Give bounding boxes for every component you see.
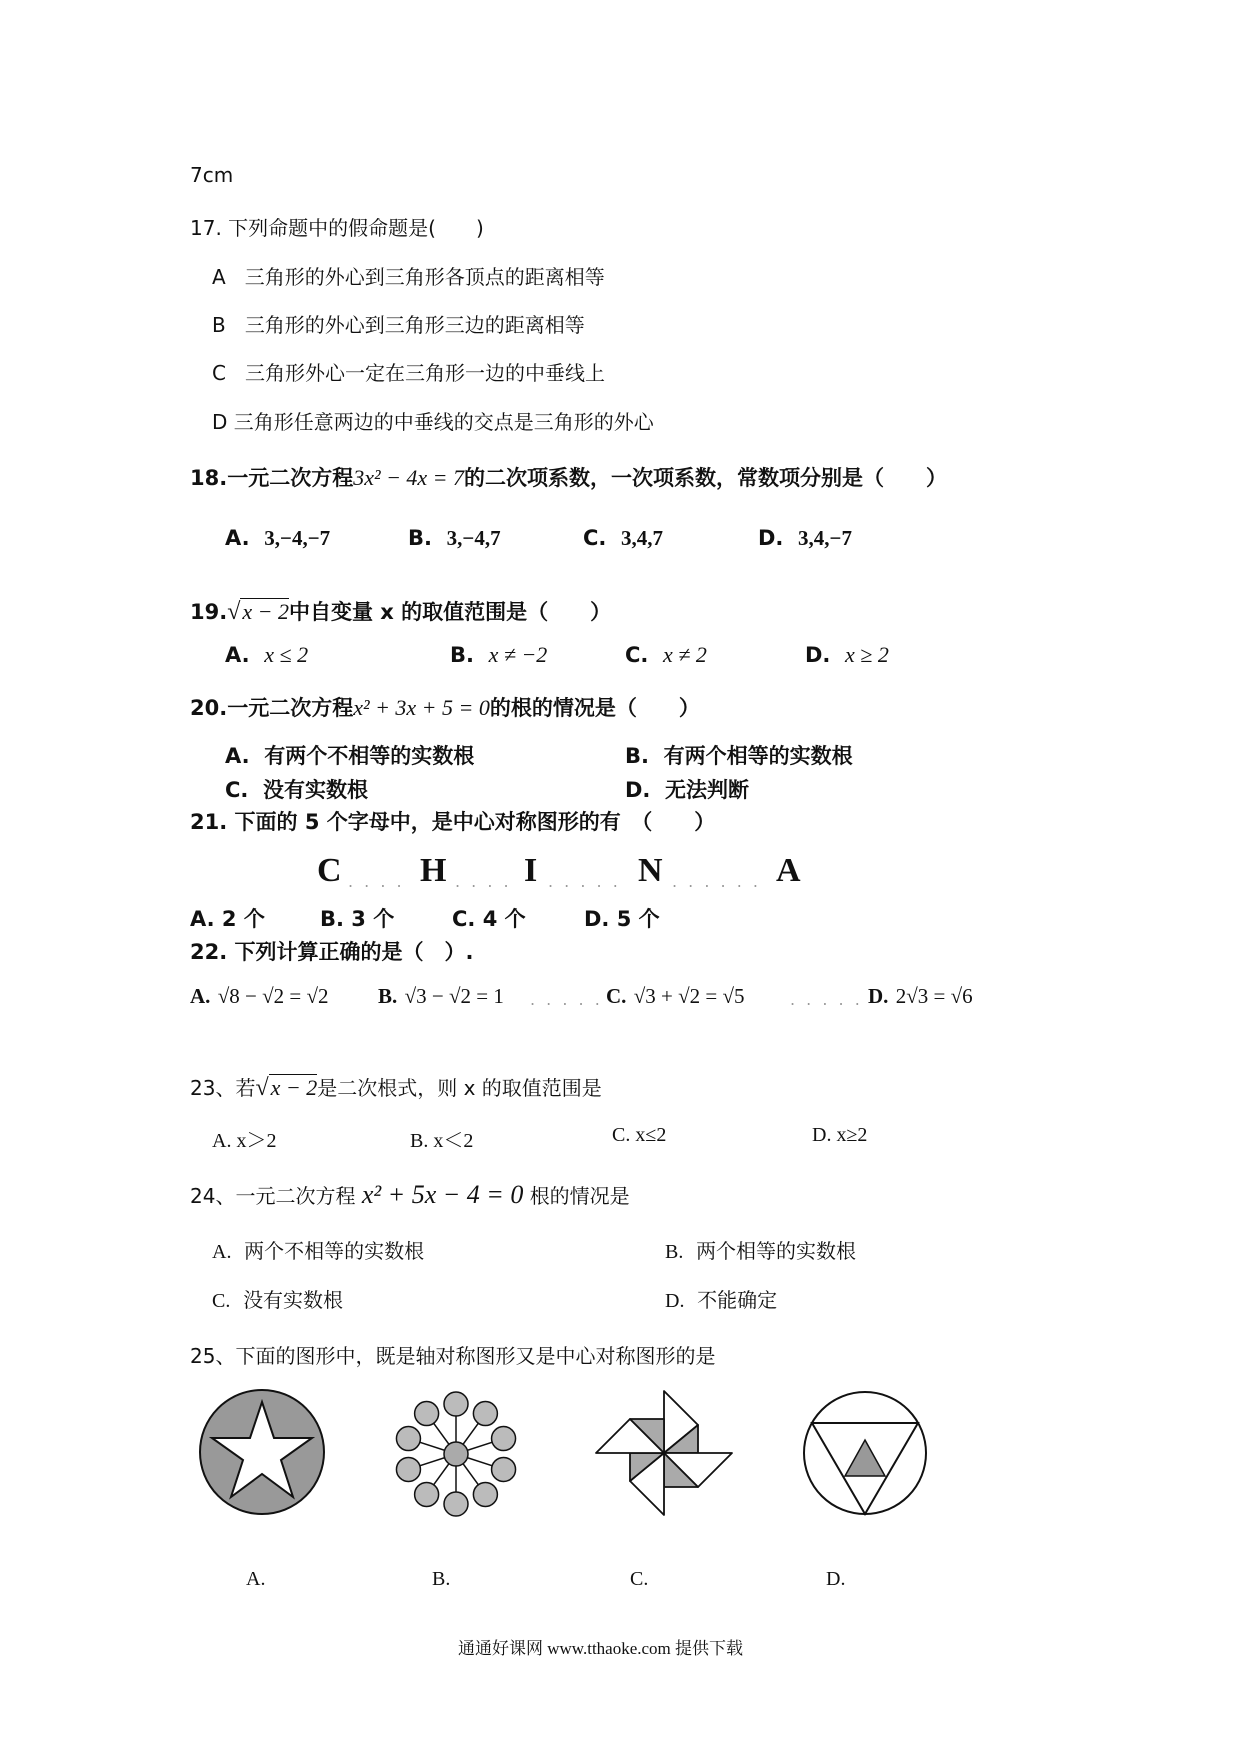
top-text: 7cm bbox=[190, 163, 234, 187]
q19-stem: 19.√x − 2中自变量 x 的取值范围是（ ） bbox=[190, 599, 612, 625]
q24-option-b: B. 两个相等的实数根 bbox=[665, 1239, 857, 1263]
q21-letter-c: C bbox=[317, 852, 342, 889]
figure-b-wheel bbox=[392, 1390, 520, 1518]
figure-b-outer-circle bbox=[444, 1392, 468, 1416]
q22-dots: . . . . . bbox=[790, 990, 863, 1009]
q18-option-a: A. 3,−4,−7 bbox=[225, 526, 331, 550]
q23-option-a: A. x＞2 bbox=[212, 1130, 277, 1152]
q20-option-a: A. 有两个不相等的实数根 bbox=[225, 744, 475, 768]
q22-option-b: B. √3 − √2 = 1 bbox=[378, 984, 504, 1008]
q20-option-b: B. 有两个相等的实数根 bbox=[625, 744, 853, 768]
q20-option-c: C. 没有实数根 bbox=[225, 778, 369, 802]
q24-option-c: C. 没有实数根 bbox=[212, 1288, 344, 1312]
q18-option-b: B. 3,−4,7 bbox=[408, 526, 501, 550]
q24-option-a: A. 两个不相等的实数根 bbox=[212, 1239, 425, 1263]
q17-option-c: C 三角形外心一定在三角形一边的中垂线上 bbox=[212, 361, 606, 385]
q18-stem: 18.一元二次方程3x² − 4x = 7的二次项系数，一次项系数，常数项分别是（ ） bbox=[190, 465, 948, 490]
figure-d-triangle-circle bbox=[800, 1388, 930, 1518]
q23-stem: 23、若√x − 2是二次根式，则 x 的取值范围是 bbox=[190, 1075, 602, 1101]
q23-option-c: C. x≤2 bbox=[612, 1124, 667, 1146]
q23-option-b: B. x＜2 bbox=[410, 1130, 474, 1152]
figure-b-outer-circle bbox=[396, 1427, 420, 1451]
figure-a-star-circle bbox=[195, 1385, 330, 1520]
q19-option-d: D. x ≥ 2 bbox=[805, 642, 889, 667]
figure-b-outer-circle bbox=[492, 1457, 516, 1481]
q17-option-d: D 三角形任意两边的中垂线的交点是三角形的外心 bbox=[212, 410, 654, 434]
figure-b-outer-circle bbox=[473, 1402, 497, 1426]
q21-letter-n: N bbox=[638, 852, 663, 889]
q22-dots: . . . . . bbox=[530, 990, 603, 1009]
q21-dots: . . . . bbox=[348, 872, 405, 891]
q21-letter-i: I bbox=[524, 852, 538, 889]
q19-option-a: A. x ≤ 2 bbox=[225, 642, 309, 667]
q23-option-d: D. x≥2 bbox=[812, 1124, 868, 1146]
q20-stem: 20.一元二次方程x² + 3x + 5 = 0的根的情况是（ ） bbox=[190, 695, 700, 720]
q21-option-c: C. 4 个 bbox=[452, 907, 526, 931]
q21-option-a: A. 2 个 bbox=[190, 907, 265, 931]
q21-stem: 21. 下面的 5 个字母中，是中心对称图形的有 （ ） bbox=[190, 810, 716, 834]
q21-dots: . . . . . bbox=[548, 872, 621, 891]
q24-option-d: D. 不能确定 bbox=[665, 1288, 778, 1312]
figure-label-d: D. bbox=[826, 1568, 846, 1590]
q17-option-a: A 三角形的外心到三角形各顶点的距离相等 bbox=[212, 265, 605, 289]
q22-option-a: A. √8 − √2 = √2 bbox=[190, 984, 329, 1008]
figure-label-b: B. bbox=[432, 1568, 451, 1590]
figure-b-outer-circle bbox=[396, 1457, 420, 1481]
figure-b-hub-circle bbox=[444, 1442, 468, 1466]
q22-option-d: D. 2√3 = √6 bbox=[868, 984, 973, 1008]
figure-b-outer-circle bbox=[492, 1427, 516, 1451]
q17-option-b: B 三角形的外心到三角形三边的距离相等 bbox=[212, 313, 585, 337]
q21-letter-a: A bbox=[776, 852, 801, 889]
q19-option-c: C. x ≠ 2 bbox=[625, 642, 707, 667]
figure-b-outer-circle bbox=[415, 1402, 439, 1426]
q22-option-c: C. √3 + √2 = √5 bbox=[606, 984, 745, 1008]
q17-stem: 17. 下列命题中的假命题是( ) bbox=[190, 216, 484, 240]
q25-stem: 25、下面的图形中，既是轴对称图形又是中心对称图形的是 bbox=[190, 1344, 716, 1368]
figure-label-a: A. bbox=[246, 1568, 266, 1590]
q19-option-b: B. x ≠ −2 bbox=[450, 642, 548, 667]
q22-stem: 22. 下列计算正确的是（ ）. bbox=[190, 940, 474, 964]
q20-option-d: D. 无法判断 bbox=[625, 778, 750, 802]
q21-option-b: B. 3 个 bbox=[320, 907, 395, 931]
figure-b-outer-circle bbox=[415, 1482, 439, 1506]
footer-text: 通通好课网 www.tthaoke.com 提供下载 bbox=[458, 1639, 744, 1658]
q24-stem: 24、一元二次方程 x² + 5x − 4 = 0 根的情况是 bbox=[190, 1180, 630, 1209]
figure-label-c: C. bbox=[630, 1568, 649, 1590]
figure-b-outer-circle bbox=[473, 1482, 497, 1506]
q21-option-d: D. 5 个 bbox=[584, 907, 660, 931]
q21-letter-h: H bbox=[420, 852, 447, 889]
q18-option-c: C. 3,4,7 bbox=[583, 526, 664, 550]
figure-b-outer-circle bbox=[444, 1492, 468, 1516]
q21-dots: . . . . bbox=[455, 872, 512, 891]
q21-dots: . . . . . . bbox=[672, 872, 761, 891]
figure-c-pinwheel bbox=[588, 1383, 740, 1523]
q18-option-d: D. 3,4,−7 bbox=[758, 526, 853, 550]
